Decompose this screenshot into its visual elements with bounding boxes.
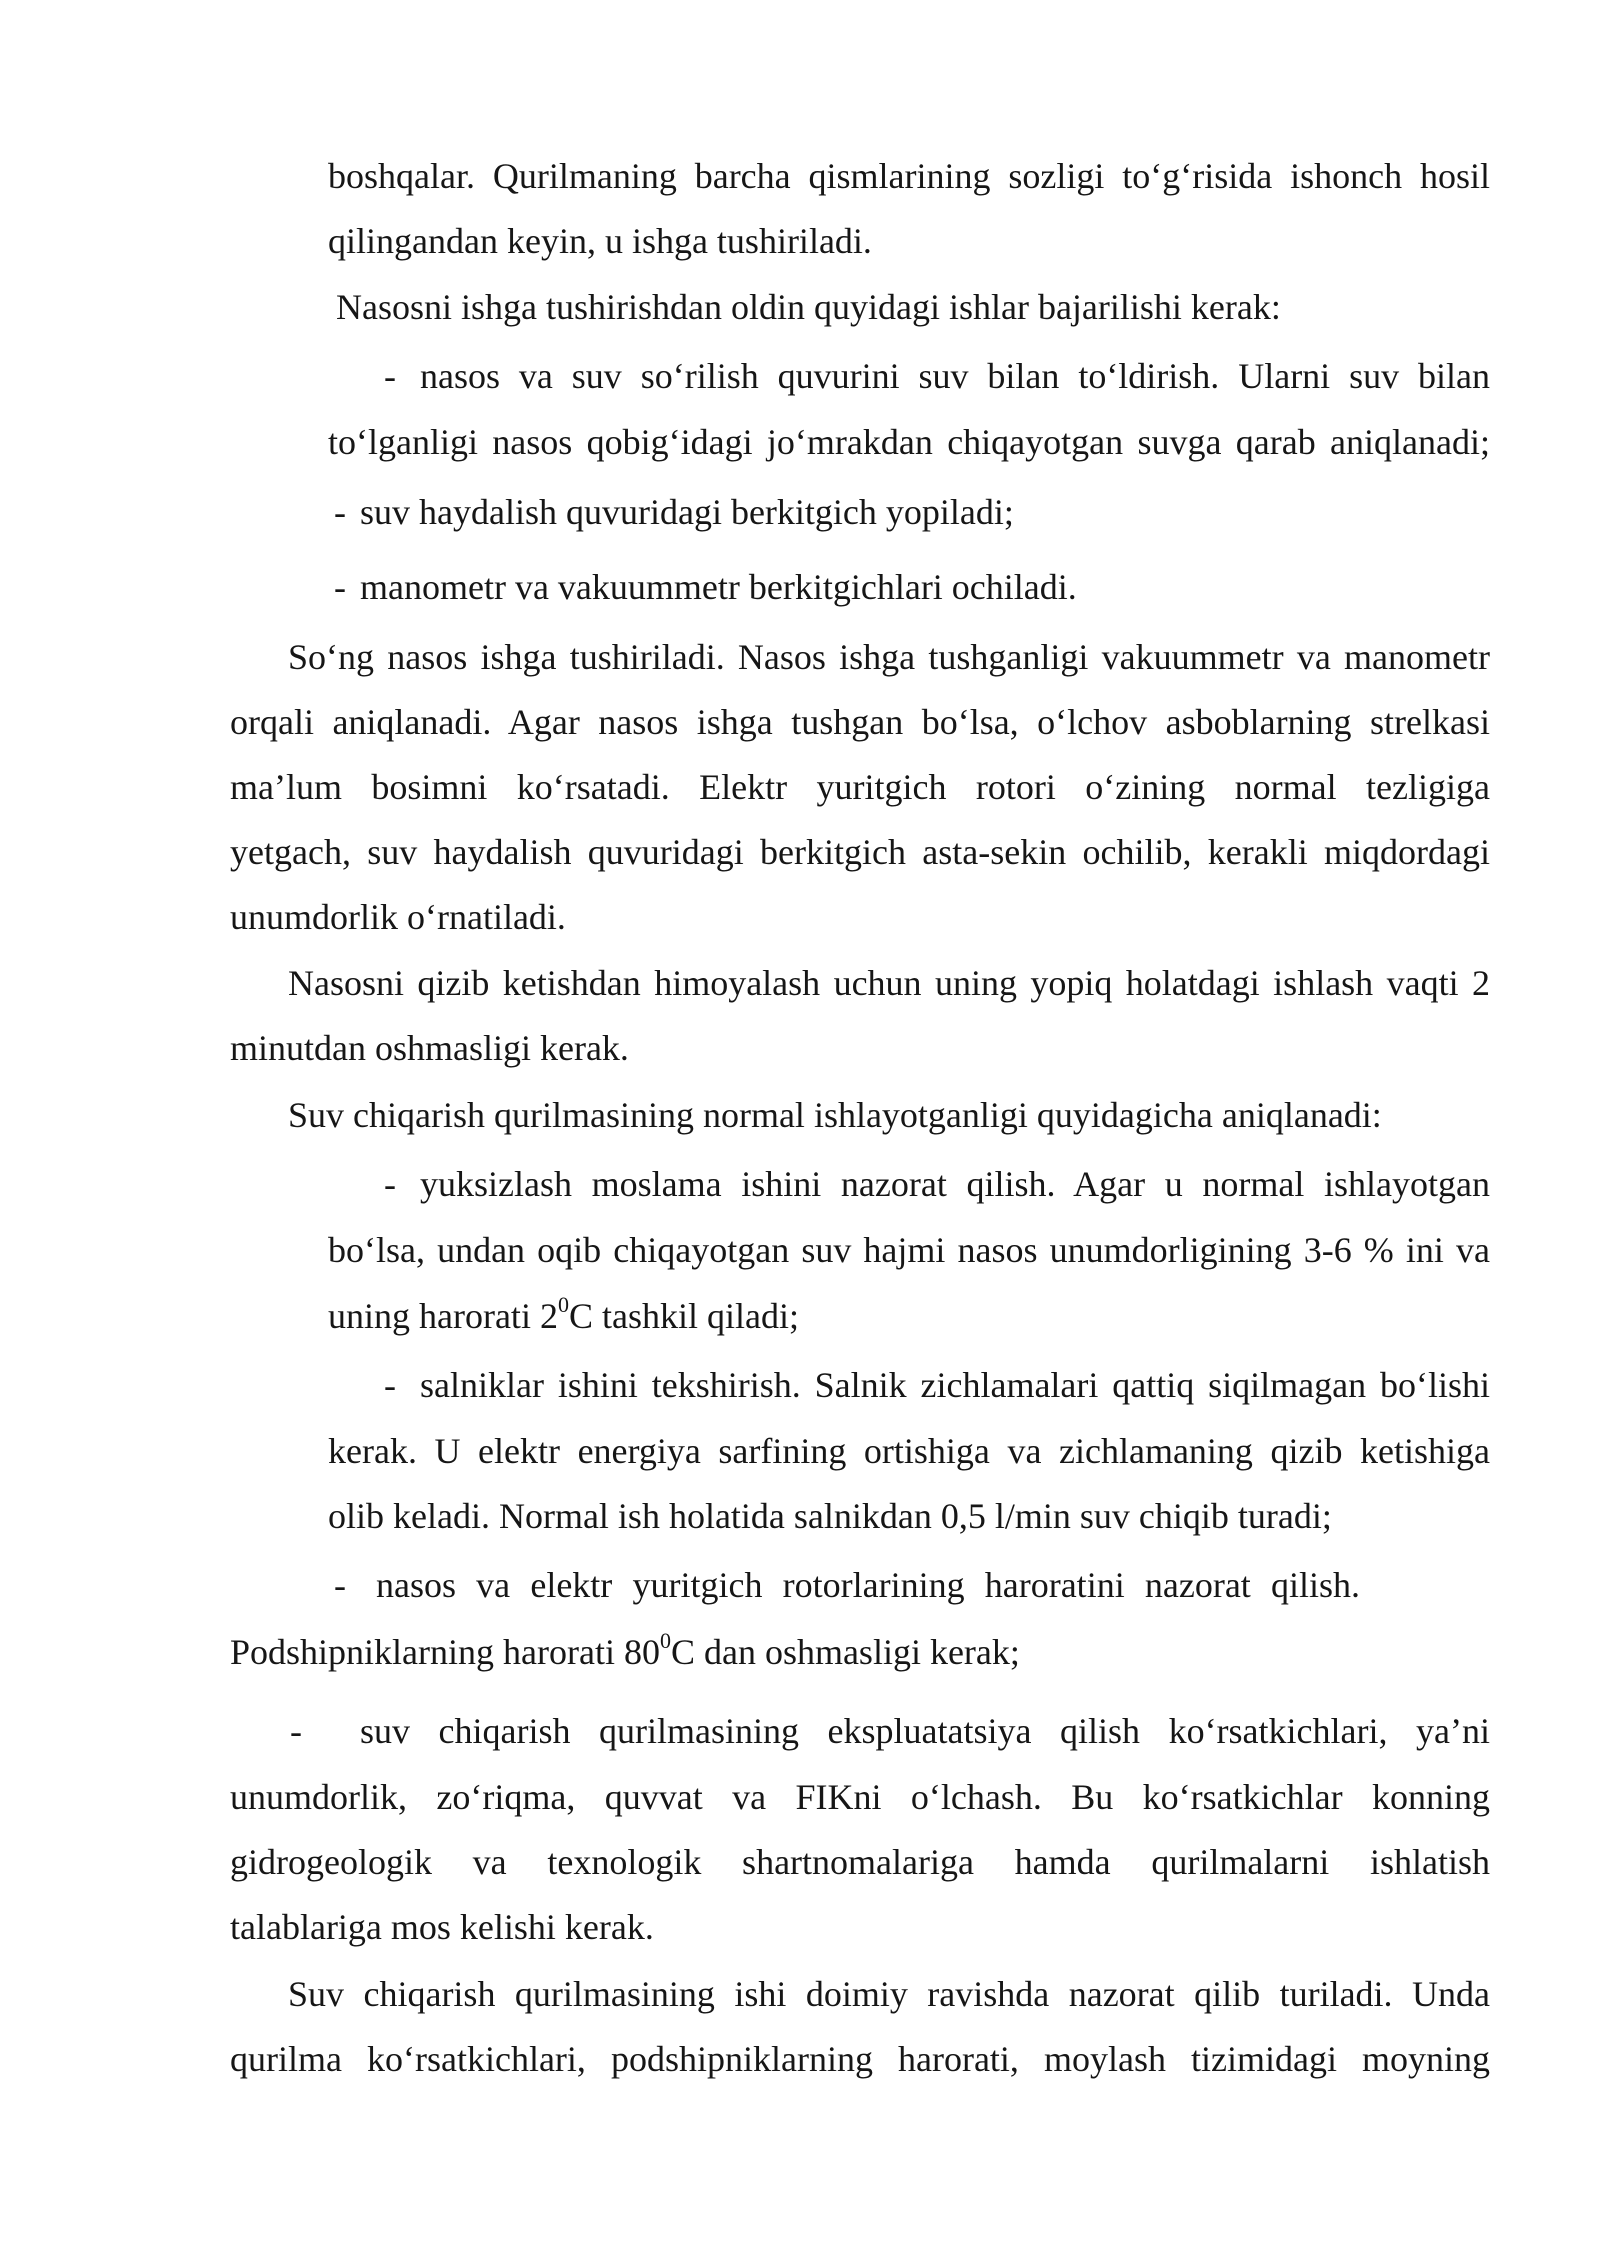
text-run: C dan oshmasligi kerak; bbox=[670, 1632, 1020, 1672]
text-line: Suv chiqarish qurilmasining normal ishlayotganligi quyidagicha aniqlanadi: bbox=[288, 1095, 1382, 1135]
text-line: unumdorlik o‘rnatiladi. bbox=[230, 897, 566, 937]
text-line: kerak. U elektr energiya sarfining ortishiga va zichlamaning qizib ketishiga bbox=[328, 1431, 1490, 1471]
text-line: yetgach, suv haydalish quvuridagi berkitgich asta-sekin ochilib, kerakli miqdordagi bbox=[230, 832, 1490, 872]
list-dash: - bbox=[334, 1565, 346, 1605]
list-dash: - bbox=[334, 492, 346, 532]
text-line: boshqalar. Qurilmaning barcha qismlarining sozligi to‘g‘risida ishonch hosil bbox=[328, 156, 1490, 196]
list-dash: - bbox=[384, 1164, 396, 1204]
text-line: yuksizlash moslama ishini nazorat qilish. Agar u normal ishlayotgan bbox=[420, 1164, 1490, 1204]
text-line: So‘ng nasos ishga tushiriladi. Nasos ishga tushganligi vakuummetr va manometr bbox=[288, 637, 1490, 677]
text-run: Podshipniklarning harorati 80 bbox=[230, 1632, 660, 1672]
text-line: Nasosni ishga tushirishdan oldin quyidagi ishlar bajarilishi kerak: bbox=[336, 287, 1281, 327]
text-line: bo‘lsa, undan oqib chiqayotgan suv hajmi nasos unumdorligining 3-6 % ini va bbox=[328, 1230, 1490, 1270]
text-line: unumdorlik, zo‘riqma, quvvat va FIKni o‘lchash. Bu ko‘rsatkichlar konning bbox=[230, 1777, 1490, 1817]
text-line: to‘lganligi nasos qobig‘idagi jo‘mrakdan chiqayotgan suvga qarab aniqlanadi; bbox=[328, 422, 1490, 462]
text-line: Suv chiqarish qurilmasining ishi doimiy ravishda nazorat qilib turiladi. Unda bbox=[288, 1974, 1490, 2014]
text-line: suv haydalish quvuridagi berkitgich yopiladi; bbox=[360, 492, 1014, 532]
text-line bbox=[230, 1628, 1020, 1672]
text-line: salniklar ishini tekshirish. Salnik zichlamalari qattiq siqilmagan bo‘lishi bbox=[420, 1365, 1490, 1405]
text-run: C tashkil qiladi; bbox=[568, 1296, 799, 1336]
list-dash: - bbox=[384, 356, 396, 396]
text-line: nasos va elektr yuritgich rotorlarining haroratini nazorat qilish. bbox=[376, 1565, 1360, 1605]
superscript: 0 bbox=[557, 1292, 569, 1317]
text-line: talablariga mos kelishi kerak. bbox=[230, 1907, 654, 1947]
text-line: Nasosni qizib ketishdan himoyalash uchun uning yopiq holatdagi ishlash vaqti 2 bbox=[288, 963, 1490, 1003]
list-dash: - bbox=[334, 567, 346, 607]
text-line: suv chiqarish qurilmasining ekspluatatsiya qilish ko‘rsatkichlari, ya’ni bbox=[360, 1711, 1490, 1751]
superscript: 0 bbox=[659, 1628, 671, 1653]
text-line: minutdan oshmasligi kerak. bbox=[230, 1028, 629, 1068]
text-line: gidrogeologik va texnologik shartnomalariga hamda qurilmalarni ishlatish bbox=[230, 1842, 1490, 1882]
text-line: qilingandan keyin, u ishga tushiriladi. bbox=[328, 221, 872, 261]
text-run: uning harorati 2 bbox=[328, 1296, 558, 1336]
text-line: orqali aniqlanadi. Agar nasos ishga tushgan bo‘lsa, o‘lchov asboblarning strelkasi bbox=[230, 702, 1490, 742]
list-dash: - bbox=[290, 1711, 302, 1751]
text-line: qurilma ko‘rsatkichlari, podshipniklarning harorati, moylash tizimidagi moyning bbox=[230, 2039, 1490, 2079]
list-dash: - bbox=[384, 1365, 396, 1405]
text-line: manometr va vakuummetr berkitgichlari ochiladi. bbox=[360, 567, 1077, 607]
text-line: olib keladi. Normal ish holatida salnikdan 0,5 l/min suv chiqib turadi; bbox=[328, 1496, 1332, 1536]
text-line: ma’lum bosimni ko‘rsatadi. Elektr yuritgich rotori o‘zining normal tezligiga bbox=[230, 767, 1490, 807]
text-line bbox=[328, 1292, 799, 1336]
text-line: nasos va suv so‘rilish quvurini suv bilan to‘ldirish. Ularni suv bilan bbox=[420, 356, 1490, 396]
